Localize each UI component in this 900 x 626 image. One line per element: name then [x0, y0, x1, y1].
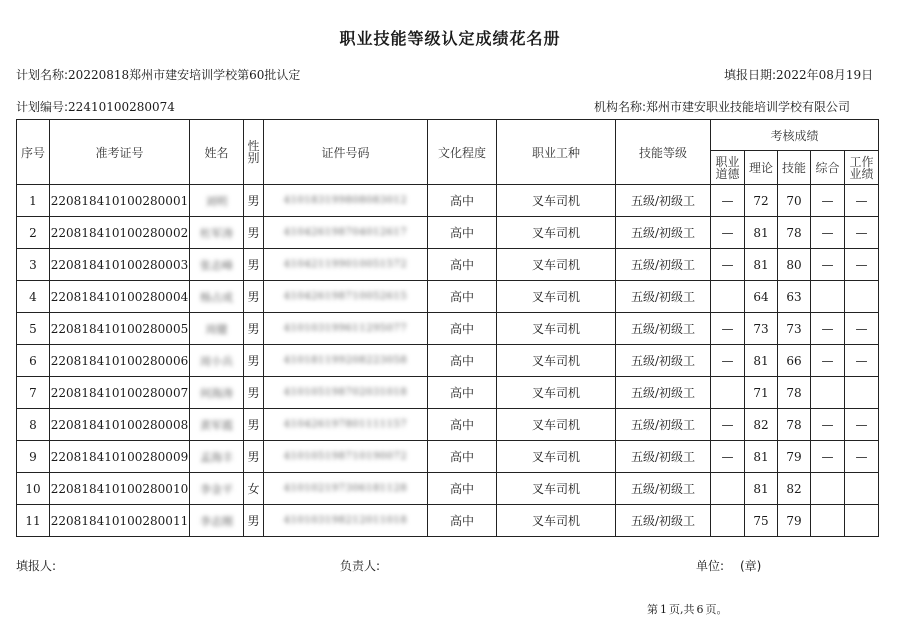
cell-ethics: — [711, 313, 745, 345]
cell-level: 五级/初级工 [616, 281, 711, 313]
cell-job: 叉车司机 [497, 409, 616, 441]
plan-name-value: 20220818郑州市建安培训学校第60批认定 [68, 68, 301, 82]
cell-ethics [711, 281, 745, 313]
cell-theory: 72 [745, 185, 778, 217]
cell-performance: — [845, 185, 879, 217]
cell-name: 黄军霞 [190, 409, 244, 441]
cell-ethics [711, 505, 745, 537]
cell-level: 五级/初级工 [616, 249, 711, 281]
page-current: 1 [660, 603, 667, 616]
table-row [17, 217, 879, 249]
cell-job: 叉车司机 [497, 281, 616, 313]
cell-job: 叉车司机 [497, 313, 616, 345]
cell-edu: 高中 [428, 473, 497, 505]
header-level: 技能等级 [616, 120, 711, 185]
cell-theory: 82 [745, 409, 778, 441]
cell-comprehensive: — [811, 345, 845, 377]
cell-skill: 82 [778, 473, 811, 505]
table-row [17, 185, 879, 217]
cell-cert: 410426198704012617 [264, 217, 428, 249]
cell-ethics: — [711, 249, 745, 281]
cell-name: 周小兵 [190, 345, 244, 377]
table-body [17, 185, 879, 537]
fill-date-value: 2022年08月19日 [776, 68, 874, 82]
document-title: 职业技能等级认定成绩花名册 [339, 29, 561, 48]
header-edu: 文化程度 [428, 120, 497, 185]
cell-ethics: — [711, 217, 745, 249]
cell-seq: 4 [17, 281, 50, 313]
cell-skill: 79 [778, 441, 811, 473]
cell-ticket: 220818410100280005 [50, 313, 190, 345]
table-row [17, 441, 879, 473]
cell-performance [845, 377, 879, 409]
cell-ticket: 220818410100280007 [50, 377, 190, 409]
cell-edu: 高中 [428, 441, 497, 473]
cell-cert: 410426198710052615 [264, 281, 428, 313]
cell-gender: 男 [244, 185, 264, 217]
cell-theory: 71 [745, 377, 778, 409]
page-mid: 页,共 [669, 603, 695, 616]
plan-name [16, 66, 300, 83]
cell-name: 张志峰 [190, 249, 244, 281]
header-theory: 理论 [745, 151, 778, 185]
fill-date [724, 66, 873, 83]
cell-name: 杜军涛 [190, 217, 244, 249]
header-gender: 性别 [244, 120, 264, 185]
cell-cert: 410421199010051572 [264, 249, 428, 281]
cell-ticket: 220818410100280001 [50, 185, 190, 217]
cell-comprehensive [811, 473, 845, 505]
cell-comprehensive [811, 377, 845, 409]
cell-theory: 81 [745, 345, 778, 377]
table-header [17, 120, 879, 185]
table-row [17, 313, 879, 345]
cell-gender: 男 [244, 281, 264, 313]
cell-cert: 410181199208223058 [264, 345, 428, 377]
cell-theory: 81 [745, 473, 778, 505]
cell-seq: 3 [17, 249, 50, 281]
cell-ethics [711, 473, 745, 505]
page-total: 6 [696, 603, 704, 616]
cell-job: 叉车司机 [497, 249, 616, 281]
header-cert: 证件号码 [264, 120, 428, 185]
cell-comprehensive [811, 281, 845, 313]
cell-edu: 高中 [428, 185, 497, 217]
cell-ethics [711, 377, 745, 409]
cell-edu: 高中 [428, 313, 497, 345]
cell-seq: 9 [17, 441, 50, 473]
cell-name: 何海涛 [190, 377, 244, 409]
table-row [17, 377, 879, 409]
table-row [17, 345, 879, 377]
cell-ticket: 220818410100280009 [50, 441, 190, 473]
cell-ethics: — [711, 345, 745, 377]
cell-cert: 410105198702031018 [264, 377, 428, 409]
table-row [17, 473, 879, 505]
page-prefix: 第 [647, 603, 658, 616]
cell-gender: 男 [244, 217, 264, 249]
cell-performance: — [845, 441, 879, 473]
header-job: 职业工种 [497, 120, 616, 185]
table-row [17, 505, 879, 537]
cell-seq: 5 [17, 313, 50, 345]
cell-seq: 7 [17, 377, 50, 409]
cell-level: 五级/初级工 [616, 313, 711, 345]
header-scores-group: 考核成绩 [711, 120, 879, 151]
header-performance: 工作业绩 [845, 151, 879, 185]
cell-comprehensive: — [811, 441, 845, 473]
cell-comprehensive: — [811, 249, 845, 281]
plan-name-label: 计划名称: [16, 68, 69, 82]
cell-edu: 高中 [428, 409, 497, 441]
cell-comprehensive [811, 505, 845, 537]
plan-number-value: 22410100280074 [68, 100, 175, 114]
table-row [17, 249, 879, 281]
cell-edu: 高中 [428, 345, 497, 377]
cell-performance [845, 505, 879, 537]
table-row [17, 409, 879, 441]
cell-ticket: 220818410100280008 [50, 409, 190, 441]
cell-gender: 男 [244, 441, 264, 473]
cell-ticket: 220818410100280003 [50, 249, 190, 281]
cell-level: 五级/初级工 [616, 473, 711, 505]
cell-skill: 80 [778, 249, 811, 281]
responsible-label: 负责人: [340, 559, 381, 573]
cell-gender: 男 [244, 345, 264, 377]
cell-seq: 1 [17, 185, 50, 217]
cell-skill: 78 [778, 377, 811, 409]
table-row [17, 281, 879, 313]
organization [594, 98, 850, 115]
cell-ticket: 220818410100280002 [50, 217, 190, 249]
cell-skill: 63 [778, 281, 811, 313]
cell-performance: — [845, 217, 879, 249]
cell-edu: 高中 [428, 281, 497, 313]
cell-job: 叉车司机 [497, 185, 616, 217]
cell-name: 李志刚 [190, 505, 244, 537]
plan-number [16, 98, 175, 115]
cell-comprehensive: — [811, 217, 845, 249]
cell-job: 叉车司机 [497, 217, 616, 249]
cell-skill: 73 [778, 313, 811, 345]
cell-ticket: 220818410100280010 [50, 473, 190, 505]
cell-level: 五级/初级工 [616, 185, 711, 217]
cell-theory: 64 [745, 281, 778, 313]
cell-level: 五级/初级工 [616, 505, 711, 537]
header-ticket: 准考证号 [50, 120, 190, 185]
cell-performance: — [845, 345, 879, 377]
cell-level: 五级/初级工 [616, 441, 711, 473]
cell-skill: 79 [778, 505, 811, 537]
cell-gender: 男 [244, 505, 264, 537]
plan-number-label: 计划编号: [16, 100, 69, 114]
cell-name: 杨占成 [190, 281, 244, 313]
page-indicator [647, 601, 730, 617]
seal-label: (章) [740, 559, 762, 573]
cell-gender: 女 [244, 473, 264, 505]
header-name: 姓名 [190, 120, 244, 185]
cell-ethics: — [711, 185, 745, 217]
cell-level: 五级/初级工 [616, 409, 711, 441]
cell-performance [845, 281, 879, 313]
cell-gender: 男 [244, 409, 264, 441]
cell-gender: 男 [244, 313, 264, 345]
header-skill: 技能 [778, 151, 811, 185]
cell-level: 五级/初级工 [616, 217, 711, 249]
cell-job: 叉车司机 [497, 441, 616, 473]
cell-theory: 73 [745, 313, 778, 345]
cell-level: 五级/初级工 [616, 377, 711, 409]
cell-job: 叉车司机 [497, 473, 616, 505]
cell-performance: — [845, 409, 879, 441]
cell-comprehensive: — [811, 409, 845, 441]
cell-skill: 78 [778, 217, 811, 249]
cell-theory: 81 [745, 441, 778, 473]
cell-ethics: — [711, 409, 745, 441]
page-suffix: 页。 [705, 603, 728, 616]
cell-job: 叉车司机 [497, 377, 616, 409]
cell-gender: 男 [244, 377, 264, 409]
unit-label: 单位: [696, 559, 725, 573]
cell-cert: 410105198710190072 [264, 441, 428, 473]
cell-theory: 81 [745, 217, 778, 249]
cell-performance: — [845, 249, 879, 281]
cell-seq: 11 [17, 505, 50, 537]
cell-ticket: 220818410100280004 [50, 281, 190, 313]
cell-edu: 高中 [428, 505, 497, 537]
cell-cert: 410103199611295077 [264, 313, 428, 345]
cell-level: 五级/初级工 [616, 345, 711, 377]
cell-name: 李金平 [190, 473, 244, 505]
cell-name: 周健 [190, 313, 244, 345]
header-comprehensive: 综合 [811, 151, 845, 185]
cell-ethics: — [711, 441, 745, 473]
fill-date-label: 填报日期: [724, 68, 777, 82]
cell-seq: 6 [17, 345, 50, 377]
cell-edu: 高中 [428, 377, 497, 409]
organization-value: 郑州市建安职业技能培训学校有限公司 [646, 100, 851, 114]
cell-job: 叉车司机 [497, 345, 616, 377]
cell-ticket: 220818410100280011 [50, 505, 190, 537]
cell-seq: 10 [17, 473, 50, 505]
cell-edu: 高中 [428, 217, 497, 249]
cell-theory: 81 [745, 249, 778, 281]
cell-comprehensive: — [811, 185, 845, 217]
cell-comprehensive: — [811, 313, 845, 345]
cell-skill: 78 [778, 409, 811, 441]
cell-skill: 66 [778, 345, 811, 377]
cell-cert: 410102197306181128 [264, 473, 428, 505]
cell-cert: 410103198212011018 [264, 505, 428, 537]
score-table [16, 119, 879, 537]
cell-theory: 75 [745, 505, 778, 537]
cell-job: 叉车司机 [497, 505, 616, 537]
cell-ticket: 220818410100280006 [50, 345, 190, 377]
cell-skill: 70 [778, 185, 811, 217]
cell-seq: 2 [17, 217, 50, 249]
cell-name: 刘明 [190, 185, 244, 217]
filler-label: 填报人: [16, 559, 57, 573]
header-seq: 序号 [17, 120, 50, 185]
header-ethics: 职业道德 [711, 151, 745, 185]
cell-gender: 男 [244, 249, 264, 281]
cell-cert: 410183199808083012 [264, 185, 428, 217]
cell-edu: 高中 [428, 249, 497, 281]
cell-performance: — [845, 313, 879, 345]
cell-cert: 410426197801111157 [264, 409, 428, 441]
cell-performance [845, 473, 879, 505]
organization-label: 机构名称: [594, 100, 647, 114]
cell-seq: 8 [17, 409, 50, 441]
cell-name: 孟海丰 [190, 441, 244, 473]
